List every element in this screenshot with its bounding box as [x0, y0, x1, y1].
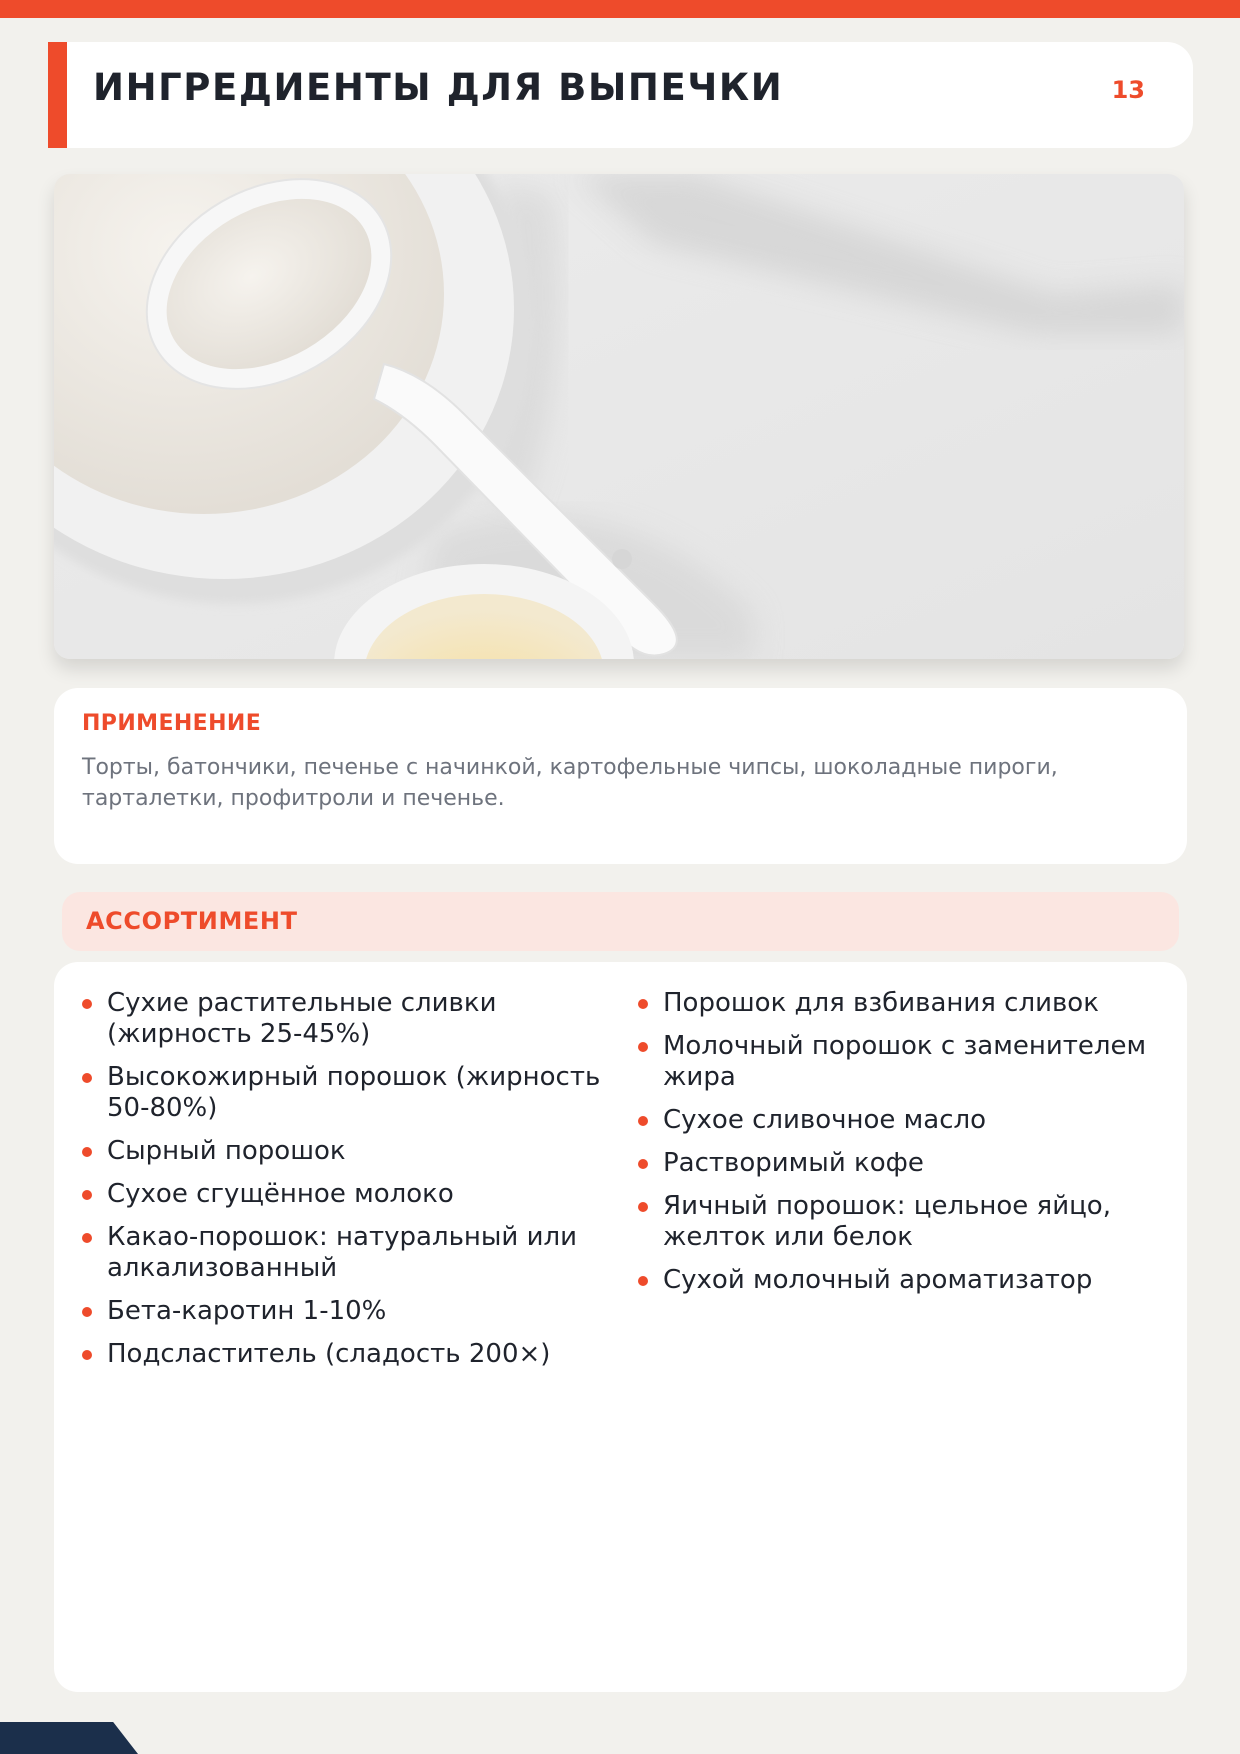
list-item: Растворимый кофе: [638, 1148, 1158, 1179]
top-accent-bar: [0, 0, 1240, 18]
page-header: [48, 42, 1193, 148]
list-item: Сухой молочный ароматизатор: [638, 1265, 1158, 1296]
list-item: Яичный порошок: цельное яйцо, желток или белок: [638, 1191, 1158, 1253]
list-item: Сухие растительные сливки (жирность 25-45%): [82, 988, 622, 1050]
list-item: Молочный порошок с заменителем жира: [638, 1031, 1158, 1093]
list-item: Сырный порошок: [82, 1136, 622, 1167]
header-accent-stripe: [48, 42, 67, 148]
flour-photo-illustration: [54, 174, 1184, 659]
assortment-card: [54, 962, 1187, 1692]
assortment-heading: АССОРТИМЕНТ: [86, 907, 298, 935]
application-text: Торты, батончики, печенье с начинкой, картофельные чипсы, шоколадные пироги, тарталетки, профитроли и печенье.: [82, 755, 1058, 811]
list-item: Какао-порошок: натуральный или алкализованный: [82, 1222, 622, 1284]
flour-photo: [54, 174, 1184, 659]
list-item: Порошок для взбивания сливок: [638, 988, 1158, 1019]
assortment-heading-band: [62, 892, 1179, 951]
list-item: Подсластитель (сладость 200×): [82, 1339, 622, 1370]
application-heading: ПРИМЕНЕНИЕ: [82, 711, 262, 736]
corner-decoration: [0, 1722, 138, 1754]
list-item: Сухое сгущённое молоко: [82, 1179, 622, 1210]
assortment-list-left: [82, 988, 622, 1382]
list-item: Бета-каротин 1-10%: [82, 1296, 622, 1327]
list-item: Сухое сливочное масло: [638, 1105, 1158, 1136]
page-title: ИНГРЕДИЕНТЫ ДЛЯ ВЫПЕЧКИ: [93, 66, 784, 109]
application-card: [54, 688, 1187, 864]
list-item: Высокожирный порошок (жирность 50-80%): [82, 1062, 622, 1124]
assortment-list-right: [638, 988, 1158, 1308]
page-number: 13: [1111, 76, 1145, 104]
